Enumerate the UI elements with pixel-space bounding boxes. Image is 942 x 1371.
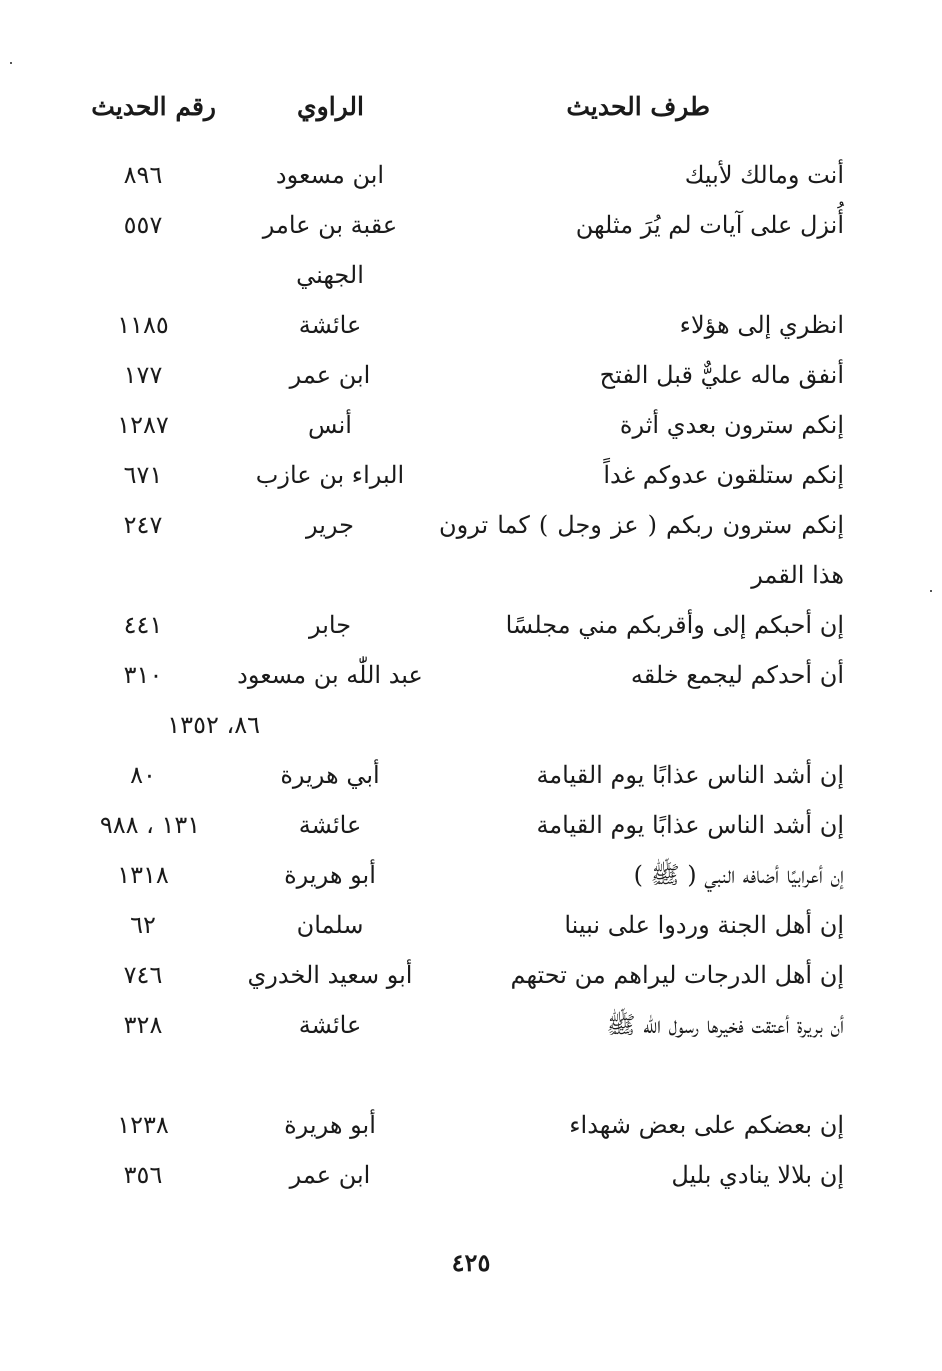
narrator: البراء بن عازب bbox=[255, 461, 405, 489]
narrator: عائشة bbox=[298, 1011, 362, 1039]
hadith-text: أن أحدكم ليجمع خلقه bbox=[630, 661, 844, 689]
list-item bbox=[0, 450, 942, 500]
list-item bbox=[0, 200, 942, 300]
hadith-number: ١٧٧ bbox=[123, 361, 163, 389]
hadith-text: إنكم ستلقون عدوكم غداً bbox=[603, 461, 844, 489]
hadith-number-continued: ٨٦، ١٣٥٢ bbox=[167, 711, 260, 739]
narrator: عائشة bbox=[298, 811, 362, 839]
list-item bbox=[0, 800, 942, 850]
hadith-text: انظري إلى هؤلاء bbox=[679, 311, 844, 339]
hadith-number: ٣٥٦ bbox=[123, 1161, 163, 1189]
hadith-text: أن بريرة أعتقت فخيرها رسول اللّٰه ﷺ bbox=[606, 1011, 844, 1039]
narrator: عقبة بن عامر الجهني bbox=[262, 211, 398, 289]
hadith-text: أنفق ماله عليٌّ قبل الفتح bbox=[599, 361, 844, 389]
hadith-text: أنت ومالك لأبيك bbox=[684, 161, 844, 189]
hadith-number: ١٣١٨ bbox=[117, 861, 169, 889]
hadith-text: إن أشد الناس عذابًا يوم القيامة bbox=[536, 811, 844, 839]
hadith-column-header: طرف الحديث bbox=[566, 92, 710, 121]
narrator: أبو هريرة bbox=[284, 861, 376, 889]
narrator: ابن مسعود bbox=[275, 161, 385, 189]
narrator: عبد اللّٰه بن مسعود bbox=[237, 661, 423, 689]
hadith-text: إن بعضكم على بعض شهداء bbox=[569, 1111, 844, 1139]
list-item bbox=[0, 900, 942, 950]
narrator: ابن عمر bbox=[289, 1161, 371, 1189]
hadith-number: ١١٨٥ bbox=[117, 311, 169, 339]
hadith-number: ٣١٠ bbox=[123, 661, 163, 689]
hadith-text: إنكم سترون بعدي أثرة bbox=[619, 411, 844, 439]
list-item bbox=[0, 650, 942, 750]
narrator-column-header: الراوي bbox=[297, 92, 364, 121]
hadith-number: ٥٥٧ bbox=[123, 211, 163, 239]
list-item bbox=[0, 950, 942, 1000]
scan-speck bbox=[10, 62, 12, 64]
hadith-text: إن أهل الدرجات ليراهم من تحتهم bbox=[510, 961, 844, 989]
list-item bbox=[0, 350, 942, 400]
hadith-index-list bbox=[0, 150, 942, 1200]
narrator: ابن عمر bbox=[289, 361, 371, 389]
narrator: أبو هريرة bbox=[284, 1111, 376, 1139]
list-item bbox=[0, 300, 942, 350]
page-number: ٤٢٥ bbox=[451, 1248, 491, 1277]
hadith-number: ١٣١ ، ٩٨٨ bbox=[99, 811, 201, 839]
narrator: سلمان bbox=[296, 911, 364, 939]
list-item bbox=[0, 600, 942, 650]
number-column-header: رقم الحديث bbox=[91, 92, 216, 121]
hadith-number: ١٢٣٨ bbox=[117, 1111, 169, 1139]
list-item bbox=[0, 400, 942, 450]
hadith-text: إن بلالا ينادي بليل bbox=[671, 1161, 844, 1189]
hadith-text: إن أهل الجنة وردوا على نبينا bbox=[564, 911, 844, 939]
hadith-text: أُنزل على آيات لم يُرَ مثلهن bbox=[575, 211, 844, 239]
hadith-text: إنكم سترون ربكم ( عز وجل ) كما ترون هذا القمر bbox=[439, 511, 844, 589]
list-item bbox=[0, 500, 942, 600]
hadith-text: إن أعرابيًا أضافه النبي ( ﷺ ) bbox=[633, 861, 844, 889]
hadith-number: ٣٢٨ bbox=[123, 1011, 163, 1039]
hadith-number: ٢٤٧ bbox=[123, 511, 163, 539]
narrator: أبي هريرة bbox=[280, 761, 380, 789]
list-item bbox=[0, 1150, 942, 1200]
hadith-number: ٨٩٦ bbox=[123, 161, 163, 189]
hadith-number: ٨٠ bbox=[130, 761, 156, 789]
hadith-text: إن أحبكم إلى وأقربكم مني مجلسًا bbox=[505, 611, 844, 639]
hadith-number: ٦٧١ bbox=[123, 461, 163, 489]
narrator: أنس bbox=[308, 411, 352, 439]
list-item bbox=[0, 750, 942, 800]
list-item bbox=[0, 1100, 942, 1150]
list-item bbox=[0, 850, 942, 900]
narrator: أبو سعيد الخدري bbox=[247, 961, 413, 989]
table-header bbox=[0, 92, 942, 132]
narrator: جرير bbox=[306, 511, 354, 539]
hadith-number: ١٢٨٧ bbox=[117, 411, 169, 439]
hadith-number: ٧٤٦ bbox=[123, 961, 163, 989]
hadith-text: إن أشد الناس عذابًا يوم القيامة bbox=[536, 761, 844, 789]
narrator: عائشة bbox=[298, 311, 362, 339]
list-item bbox=[0, 1000, 942, 1100]
hadith-number: ٤٤١ bbox=[123, 611, 163, 639]
hadith-number: ٦٢ bbox=[130, 911, 156, 939]
narrator: جابر bbox=[308, 611, 352, 639]
list-item bbox=[0, 150, 942, 200]
